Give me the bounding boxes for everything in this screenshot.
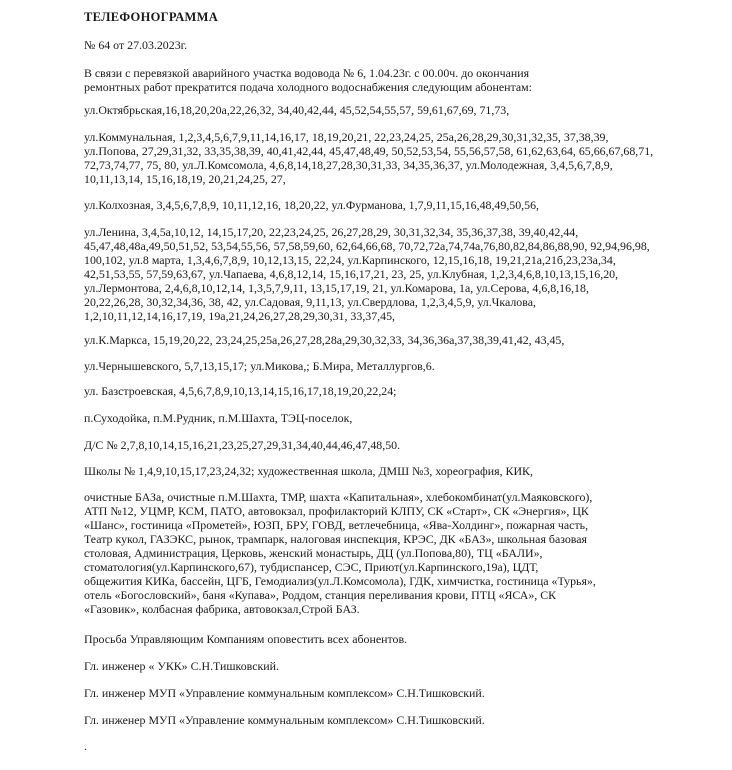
street-line: ул.Ленина, 3,4,5а,10,12, 14,15,17,20, 22,23,24,25, 26,27,28,29, 30,31,32,34, 35,36,37,38, 39,40,42,44, bbox=[84, 225, 579, 239]
organizations-line: «Шанс», гостиница «Прометей», ЮЗП, БРУ, ГОВД, ветлечебница, «Ява-Холдинг», пожарная часть, bbox=[84, 518, 589, 532]
street-line: ул.Октябрьская,16,18,20,20а,22,26,32, 34,40,42,44, 45,52,54,55,57, 59,61,67,69, 71,73, bbox=[84, 103, 510, 117]
organizations-line: очистные БАЗа, очистные п.М.Шахта, ТМР, шахта «Капитальная», хлебокомбинат(ул.Маяковского), bbox=[84, 490, 593, 504]
street-line: 45,47,48,48а,49,50,51,52, 53,54,55,56, 57,58,59,60, 62,64,66,68, 70,72,72а,74,74а,76,80,82,84,86,88,90, 92,94,96,98, bbox=[84, 239, 650, 253]
street-line: 100,102, ул.8 марта, 1,3,4,6,7,8,9, 10,12,13,15, 22,24, ул.Карпинского, 12,15,16,18, 19,21,21а,21б,23,23а,34, bbox=[84, 253, 616, 267]
organizations-line: столовая, Администрация, Церковь, женский монастырь, ДЦ (ул.Попова,80), ТЦ «БАЛИ», bbox=[84, 546, 543, 560]
street-line: 72,73,74,77, 75, 80, ул.Л.Комсомола, 4,6,8,14,18,27,28,30,31,33, 34,35,36,37, ул.Молодежная, 3,4,5,6,7,8,9, bbox=[84, 158, 613, 172]
settlements-line: п.Суходойка, п.М.Рудник, п.М.Шахта, ТЭЦ-поселок, bbox=[84, 411, 353, 425]
organizations-line: Театр кукол, ГАЗЭКС, рынок, трампарк, налоговая инспекция, КРЭС, ДК «БАЗ», школьная базовая bbox=[84, 532, 587, 546]
signature-line: Гл. инженер « УКК» С.Н.Тишковский. bbox=[84, 659, 279, 673]
street-line: 20,22,26,28, 30,32,34,36, 38, 42, ул.Садовая, 9,11,13, ул.Свердлова, 1,2,3,4,5,9, ул.Чкалова, bbox=[84, 295, 536, 309]
street-line: ул.К.Маркса, 15,19,20,22, 23,24,25,25а,26,27,28,28а,29,30,32,33, 34,36,36а,37,38,39,41,42, 43,45, bbox=[84, 333, 565, 347]
organizations-line: АТП №12, УЦМР, КСМ, ПАТО, автовокзал, профилакторий КЛПУ, СК «Старт», СК «Энергия», ЦК bbox=[84, 504, 589, 518]
street-line: 42,51,53,55, 57,59,63,67, ул.Чапаева, 4,6,8,12,14, 15,16,17,21, 23, 25, ул.Клубная, 1,2,3,4,6,8,10,13,15,16,20, bbox=[84, 267, 619, 281]
street-line: ул.Колхозная, 3,4,5,6,7,8,9, 10,11,12,16, 18,20,22, ул.Фурманова, 1,7,9,11,15,16,48,49,50,56, bbox=[84, 198, 540, 212]
street-line: ул.Коммунальная, 1,2,3,4,5,6,7,9,11,14,16,17, 18,19,20,21, 22,23,24,25, 25а,26,28,29,30,31,32,35, 37,38,39, bbox=[84, 130, 609, 144]
document-title: ТЕЛЕФОНОГРАММА bbox=[84, 10, 219, 24]
street-line: 1,2,10,11,12,14,16,17,19, 19а,21,24,26,27,28,29,30,31, 33,37,45, bbox=[84, 309, 396, 323]
intro-line: В связи с перевязкой аварийного участка водовода № 6, 1.04.23г. с 00.00ч. до окончания bbox=[84, 66, 530, 80]
organizations-line: общежития КИКа, бассейн, ЦГБ, Гемодиализ(ул.Л.Комсомола), ГДК, химчистка, гостиница «Турья», bbox=[84, 574, 596, 588]
intro-line: ремонтных работ прекратится подача холодного водоснабжения следующим абонентам: bbox=[84, 80, 532, 94]
street-line: ул.Лермонтова, 2,4,6,8,10,12,14, 1,3,5,7,9,11, 13,15,17,19, 21, ул.Комарова, 1а, ул.Серова, 4,6,8,16,18, bbox=[84, 281, 589, 295]
organizations-line: стоматология(ул.Карпинского,67), тубдиспансер, СЭС, Приют(ул.Карпинского,19а), ЦДТ, bbox=[84, 560, 539, 574]
request-line: Просьба Управляющим Компаниям оповестить всех абонентов. bbox=[84, 632, 408, 646]
signature-line: Гл. инженер МУП «Управление коммунальным комплексом» С.Н.Тишковский. bbox=[84, 686, 485, 700]
organizations-line: «Газовик», колбасная фабрика, автовокзал,Строй БАЗ. bbox=[84, 602, 360, 616]
trailing-mark: . bbox=[84, 739, 87, 753]
organizations-line: отель «Богословский», баня «Купава», Роддом, станция переливания крови, ПТЦ «ЯСА», СК bbox=[84, 588, 557, 602]
street-line: 10,11,13,14, 15,16,18,19, 20,21,24,25, 27, bbox=[84, 172, 286, 186]
schools-line: Школы № 1,4,9,10,15,17,23,24,32; художественная школа, ДМШ №3, хореография, КИК, bbox=[84, 464, 533, 478]
street-line: ул.Попова, 27,29,31,32, 33,35,38,39, 40,41,42,44, 45,47,48,49, 50,52,53,54, 55,56,57,58, 61,62,63,64, 65,66,67,68,71, bbox=[84, 144, 654, 158]
document-number: № 64 от 27.03.2023г. bbox=[84, 38, 188, 52]
street-line: ул.Чернышевского, 5,7,13,15,17; ул.Микова,; Б.Мира, Металлургов,6. bbox=[84, 359, 435, 373]
signature-line: Гл. инженер МУП «Управление коммунальным комплексом» С.Н.Тишковский. bbox=[84, 713, 485, 727]
kindergartens-line: Д/С № 2,7,8,10,14,15,16,21,23,25,27,29,31,34,40,44,46,47,48,50. bbox=[84, 438, 401, 452]
street-line: ул. Базстроевская, 4,5,6,7,8,9,10,13,14,15,16,17,18,19,20,22,24; bbox=[84, 384, 397, 398]
